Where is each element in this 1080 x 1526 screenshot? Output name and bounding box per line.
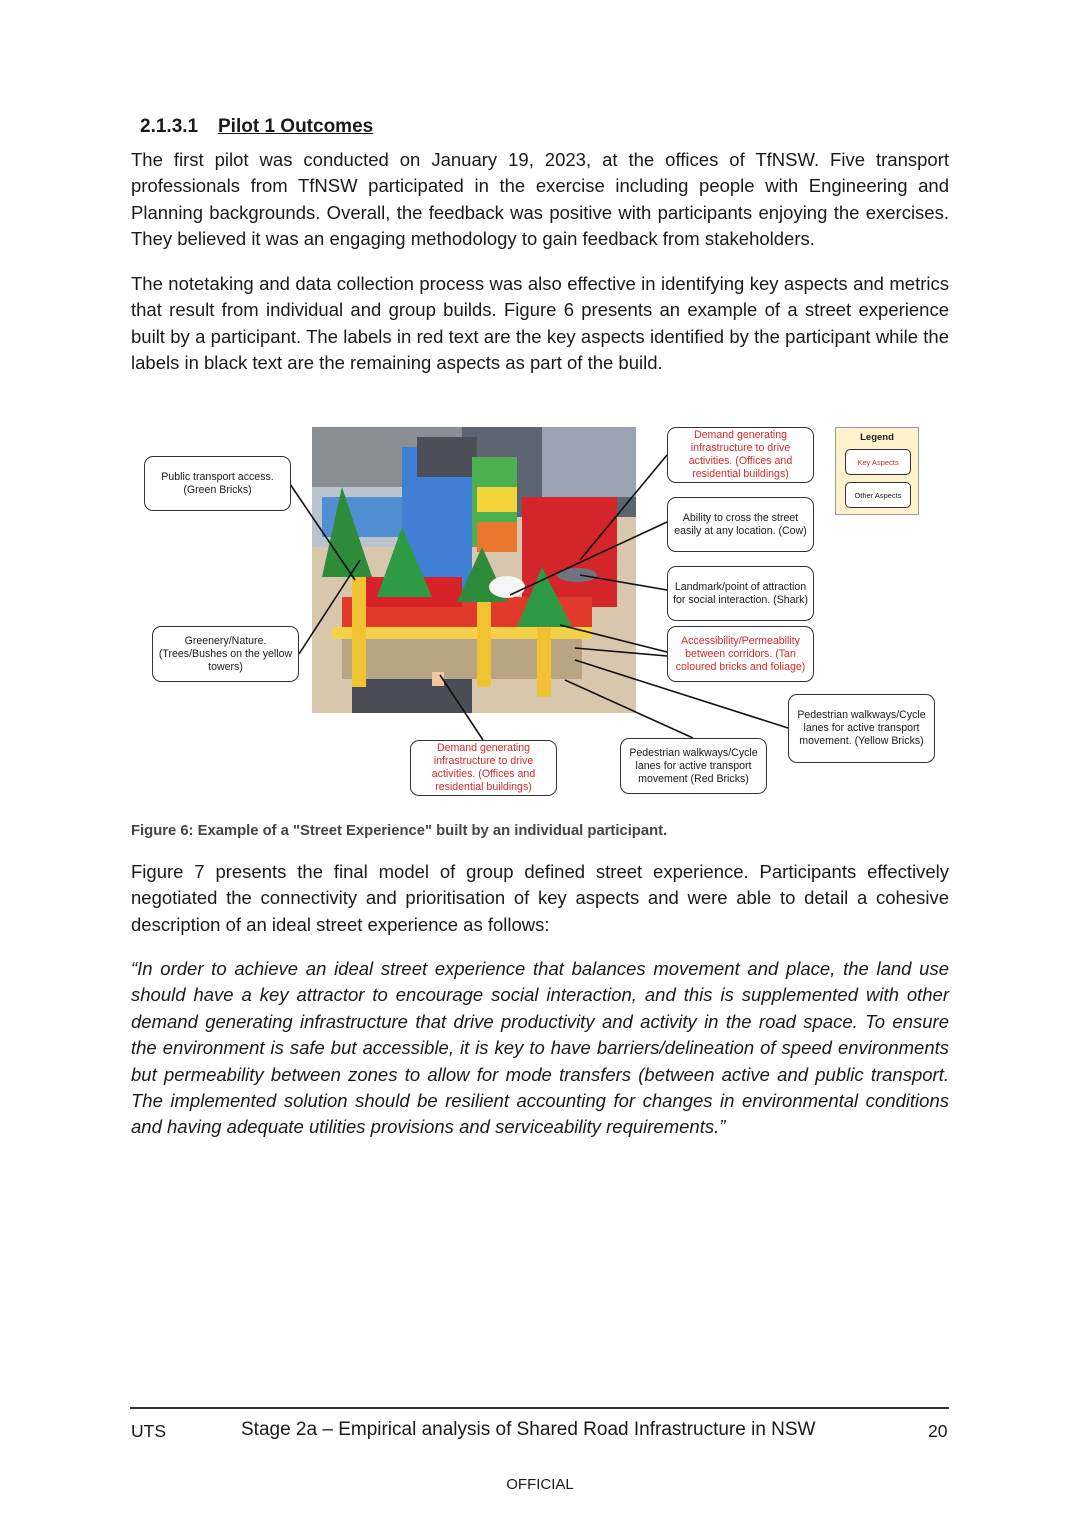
label-landmark: Landmark/point of attraction for social interaction. (Shark) bbox=[667, 566, 814, 621]
paragraph-figure7: Figure 7 presents the final model of group defined street experience. Participants effectively negotiated the connectivity and prioritisation of key aspects and were able to detail a cohesive description of an ideal street experience as follows: bbox=[131, 861, 949, 935]
label-cross-street: Ability to cross the street easily at any location. (Cow) bbox=[667, 497, 814, 552]
legend-other-aspects: Other Aspects bbox=[845, 482, 911, 508]
connector-greenery bbox=[299, 560, 360, 654]
legend-title: Legend bbox=[860, 432, 894, 443]
paragraph-pilot-summary: The first pilot was conducted on January 19, 2023, at the offices of TfNSW. Five transport professionals from TfNSW participated in the exercise including people with Engineering and Planning backgrounds. Overall, the feedback was positive with participants enjoying the exercises. They believed it was an engaging methodology to gain feedback from stakeholders. bbox=[131, 149, 949, 250]
quote-ideal-street: “In order to achieve an ideal street experience that balances movement and place, the land use should have a key attractor to encourage social interaction, and this is supplemented with other demand generating infrastructure that drive productivity and activity in the road space. To ensure the environment is safe but accessible, it is key to have barriers/delineation of speed environments but permeability between zones to allow for mode transfers (between active and public transport. The implemented solution should be resilient accounting for changes in environmental conditions and having adequate utilities provisions and serviceability requirements.” bbox=[131, 958, 949, 1138]
label-greenery: Greenery/Nature. (Trees/Bushes on the yellow towers) bbox=[152, 626, 299, 682]
connector-public-transport bbox=[290, 484, 355, 580]
page-number: 20 bbox=[928, 1421, 948, 1441]
classification-label: OFFICIAL bbox=[506, 1476, 574, 1493]
footer-divider bbox=[130, 1407, 949, 1409]
label-public-transport: Public transport access. (Green Bricks) bbox=[144, 456, 291, 511]
label-pedestrian-red: Pedestrian walkways/Cycle lanes for active transport movement (Red Bricks) bbox=[620, 738, 767, 794]
label-demand-top: Demand generating infrastructure to drive activities. (Offices and residential buildings) bbox=[667, 427, 814, 483]
paragraph-notetaking: The notetaking and data collection process was also effective in identifying key aspects and metrics that result from individual and group builds. Figure 6 presents an example of a street experience built by a participant. The labels in red text are the key aspects identified by the participant while the labels in black text are the remaining aspects as part of the build. bbox=[131, 273, 949, 374]
label-pedestrian-yellow: Pedestrian walkways/Cycle lanes for active transport movement. (Yellow Bricks) bbox=[788, 694, 935, 763]
label-accessibility: Accessibility/Permeability between corridors. (Tan coloured bricks and foliage) bbox=[667, 626, 814, 682]
legend-key-aspects: Key Aspects bbox=[845, 449, 911, 475]
figure-legend bbox=[835, 427, 919, 515]
section-number: 2.1.3.1 bbox=[140, 116, 199, 137]
connector-landmark bbox=[580, 575, 667, 590]
footer-title: Stage 2a – Empirical analysis of Shared Road Infrastructure in NSW bbox=[241, 1419, 816, 1440]
connector-demand-top bbox=[580, 455, 667, 560]
connector-demand-bottom bbox=[440, 675, 483, 740]
section-title: Pilot 1 Outcomes bbox=[218, 116, 374, 137]
label-demand-bottom: Demand generating infrastructure to drive activities. (Offices and residential buildings) bbox=[410, 740, 557, 796]
figure-caption: Figure 6: Example of a "Street Experience" built by an individual participant. bbox=[131, 823, 668, 839]
connector-cross-street bbox=[510, 522, 667, 595]
footer-org: UTS bbox=[131, 1421, 166, 1441]
connector-pedestrian-red bbox=[565, 680, 693, 738]
